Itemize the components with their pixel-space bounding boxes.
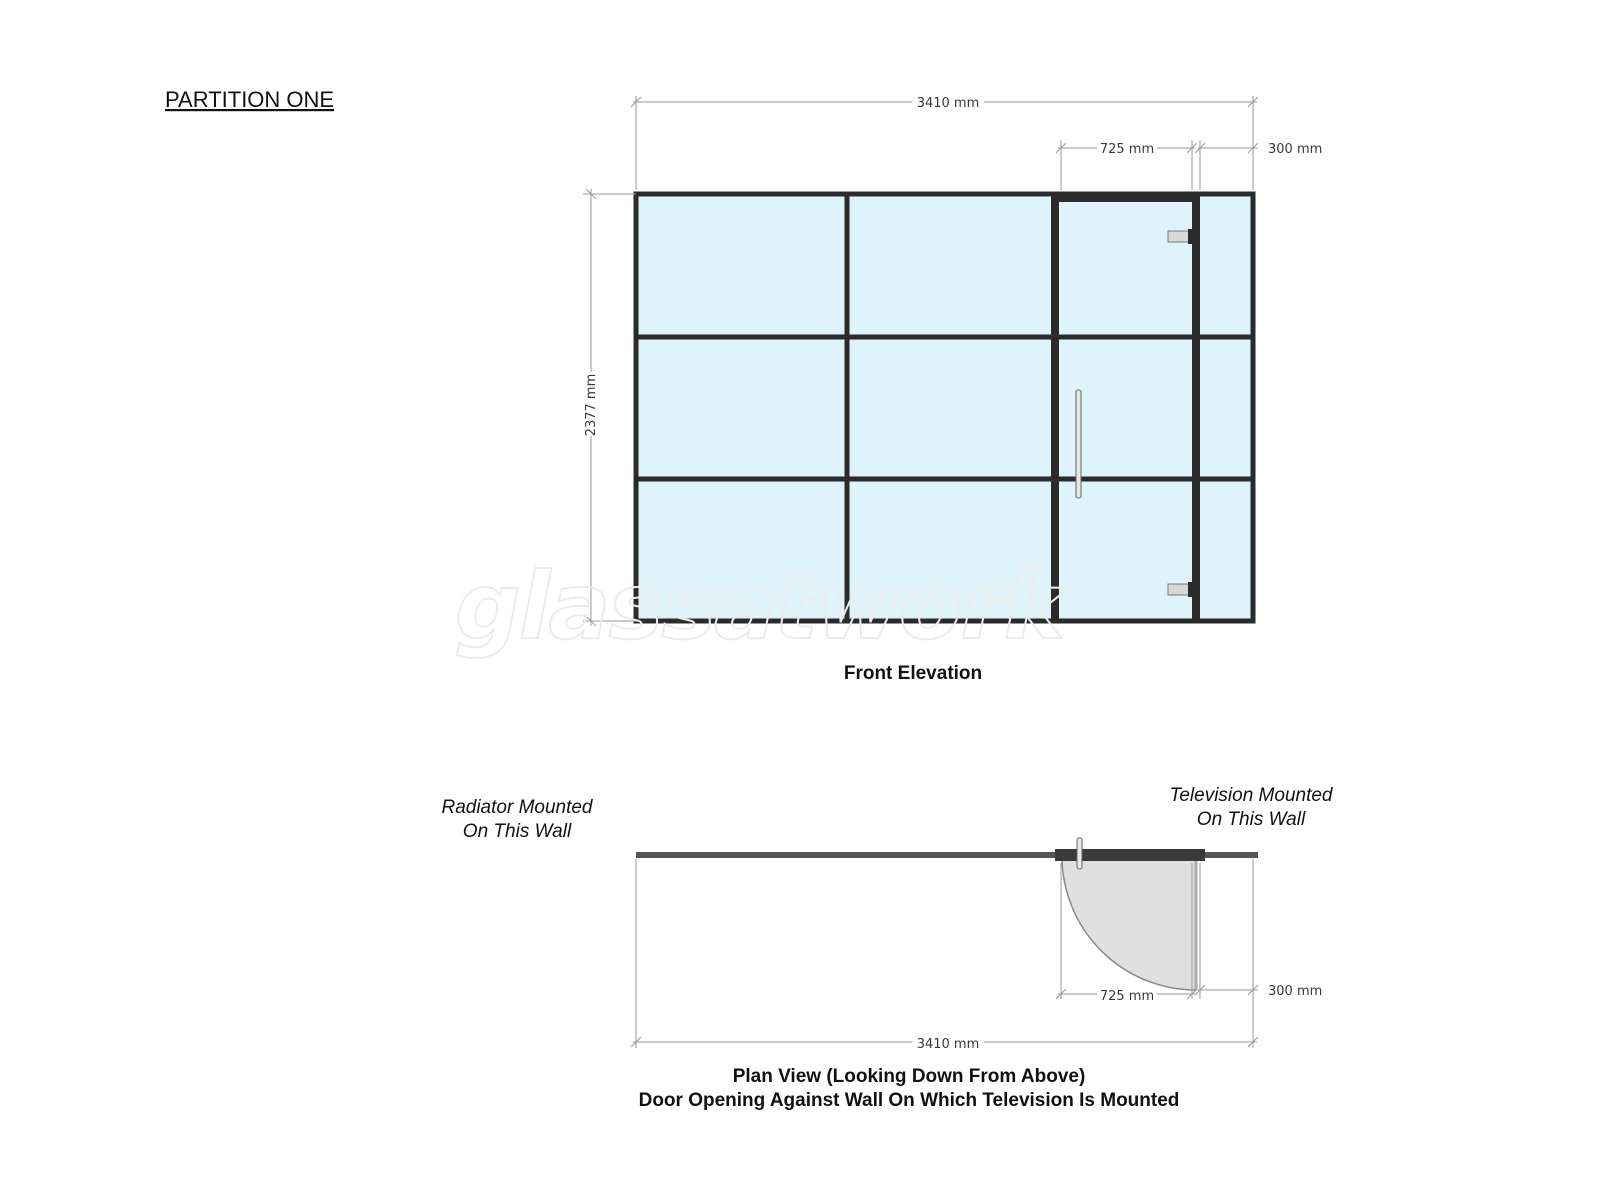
drawing-title: PARTITION ONE (165, 87, 335, 112)
overall-width-label: 3410 mm (916, 96, 980, 111)
plan-side-panel-width-label: 300 mm (1268, 984, 1323, 999)
hinge-icon (1168, 582, 1192, 597)
plan-overall-width-label: 3410 mm (916, 1037, 980, 1052)
plan-door-width-label: 725 mm (1099, 989, 1155, 1004)
television-note-line1: Television Mounted (1169, 785, 1333, 806)
overall-width-dimension (631, 93, 1258, 190)
plan-side-panel-width-dimension (1195, 984, 1322, 999)
television-note-line2: On This Wall (1196, 809, 1306, 830)
front-elevation (455, 93, 1322, 684)
radiator-note-line2: On This Wall (462, 821, 572, 842)
height-label: 2377 mm (584, 373, 599, 437)
door-handle-icon (1077, 838, 1082, 869)
door-handle-icon (1076, 390, 1081, 498)
front-elevation-caption: Front Elevation (843, 663, 983, 684)
watermark: glassatwork (455, 553, 1063, 660)
hinge-icon (1168, 229, 1192, 244)
door-width-label: 725 mm (1099, 142, 1155, 157)
plan-view-caption-line2: Door Opening Against Wall On Which Television Is Mounted (638, 1090, 1180, 1111)
plan-view (441, 785, 1333, 1111)
plan-overall-width-dimension (631, 1034, 1258, 1052)
door-swing-icon (1062, 859, 1196, 990)
radiator-note-line1: Radiator Mounted (441, 797, 593, 818)
side-panel-width-label: 300 mm (1268, 142, 1323, 157)
door-width-dimension (1056, 140, 1197, 190)
side-panel-width-dimension (1195, 140, 1322, 190)
plan-view-caption-line1: Plan View (Looking Down From Above) (732, 1066, 1086, 1087)
